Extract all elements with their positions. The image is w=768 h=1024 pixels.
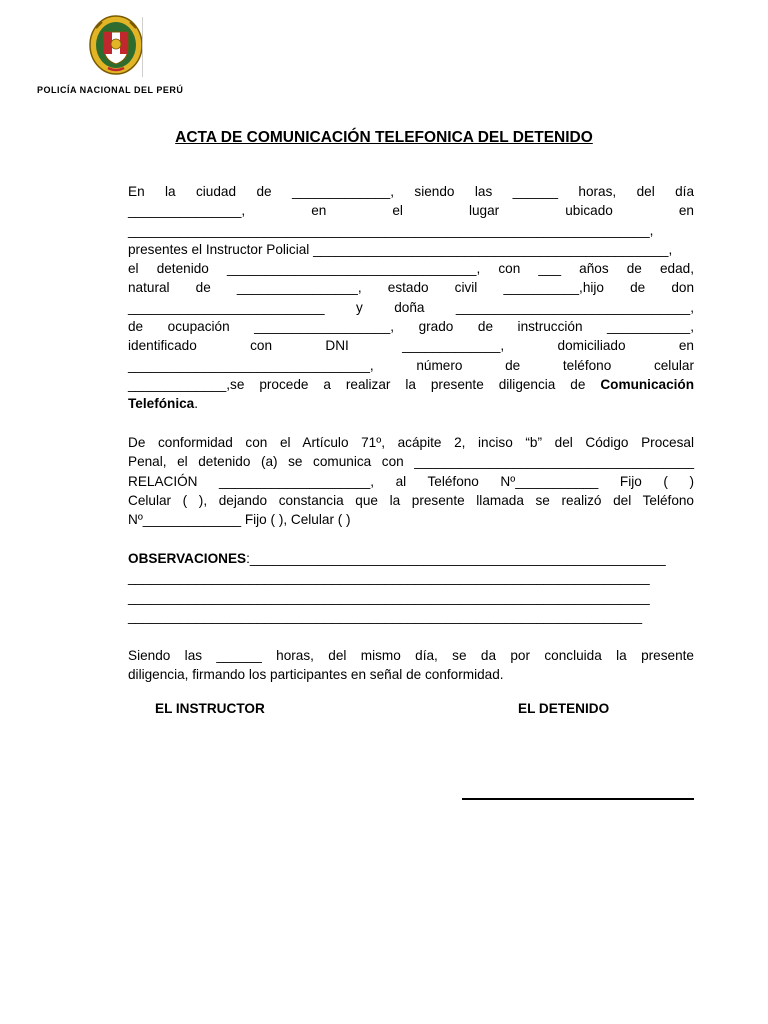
paragraph-line: diligencia, firmando los participantes en señal de conformidad.	[128, 667, 504, 683]
paragraph-line: Nº_____________ Fijo ( ), Celular ( )	[128, 512, 351, 528]
observations-first-line	[128, 549, 694, 568]
paragraph-line	[128, 394, 694, 413]
paragraph-line: ________________________________, número de teléfono celular	[128, 357, 694, 373]
paragraph-line: Celular ( ), dejando constancia que la presente llamada se realizó del Teléfono	[128, 492, 694, 508]
observations-line: _____________________________________________________________________	[128, 570, 650, 586]
document-title: ACTA DE COMUNICACIÓN TELEFONICA DEL DETENIDO	[175, 129, 593, 146]
observations-label: OBSERVACIONES	[128, 551, 247, 566]
paragraph-line: _______________, en el lugar ubicado en	[128, 203, 694, 219]
observations-blank: :_______________________________________________________	[246, 551, 666, 566]
paragraph-line: Penal, el detenido (a) se comunica con _____________________________________	[128, 454, 694, 470]
identification-paragraph	[128, 182, 694, 414]
closing-paragraph	[128, 646, 694, 685]
observations-section	[128, 549, 694, 626]
observations-line: ____________________________________________________________________	[128, 608, 643, 624]
paragraph-line: identificado con DNI _____________, domiciliado en	[128, 338, 694, 354]
observations-line: _____________________________________________________________________	[128, 589, 650, 605]
communication-paragraph	[128, 433, 694, 529]
paragraph-line-text: _____________,se procede a realizar la presente diligencia de	[128, 376, 586, 392]
pnp-shield-icon	[88, 14, 144, 76]
instructor-signature-label: EL INSTRUCTOR	[155, 701, 265, 716]
paragraph-line: De conformidad con el Artículo 71º, acápite 2, inciso “b” del Código Procesal	[128, 435, 694, 450]
paragraph-line: RELACIÓN ____________________, al Teléfono Nº___________ Fijo ( )	[128, 473, 694, 489]
paragraph-line: de ocupación __________________, grado de instrucción ___________,	[128, 319, 694, 335]
detainee-signature-label: EL DETENIDO	[518, 701, 610, 716]
paragraph-line: Siendo las ______ horas, del mismo día, se da por concluida la presente	[128, 648, 694, 663]
bold-term: Comunicación	[600, 376, 695, 392]
paragraph-line	[128, 375, 694, 394]
paragraph-line: En la ciudad de _____________, siendo las ______ horas, del día	[128, 184, 694, 199]
paragraph-line: __________________________ y doña _______________________________,	[128, 299, 694, 315]
logo-divider	[142, 17, 143, 77]
period: .	[194, 396, 199, 412]
paragraph-line: presentes el Instructor Policial _______________________________________________,	[128, 241, 673, 257]
paragraph-line: natural de ________________, estado civil __________,hijo de don	[128, 280, 694, 296]
paragraph-line: el detenido _________________________________, con ___ años de edad,	[128, 261, 694, 277]
bold-term: Telefónica	[128, 396, 195, 412]
logo-emblem	[88, 14, 144, 76]
paragraph-line: _____________________________________________________________________,	[128, 222, 654, 238]
signature-line	[462, 798, 694, 800]
agency-name: POLICÍA NACIONAL DEL PERÚ	[37, 85, 184, 95]
